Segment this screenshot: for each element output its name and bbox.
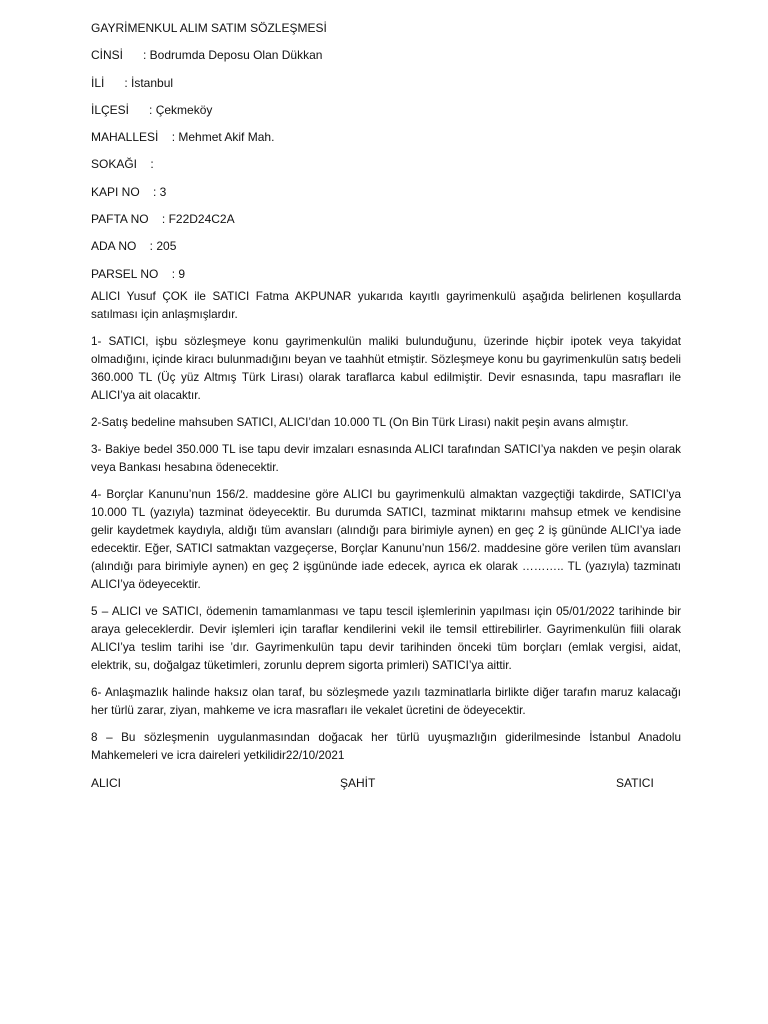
signature-satici: SATICI (616, 775, 654, 790)
clause-8: 8 – Bu sözleşmenin uygulanmasından doğacak her türlü uyuşmazlığın giderilmesinde İstanbul Anadolu Mahkemeleri ve icra daireleri yetkilidir22/10/2021 (91, 730, 681, 762)
clause-1: 1- SATICI, işbu sözleşmeye konu gayrimenkulün maliki bulunduğunu, üzerinde hiçbir ipotek veya takyidat olmadığını, içinde kiracı bulunmadığını beyan ve taahhüt etmiştir. Sözleşmeye konu bu gayrimenkulün satış bedeli 360.000 TL (Üç yüz Altmış Türk Lirası) olarak taraflarca kabul edilmiştir. Devir esnasında, tapu masrafları ile ALICI’ya ait olacaktır. (91, 334, 681, 402)
contract-page (91, 20, 681, 792)
clause-5: 5 – ALICI ve SATICI, ödemenin tamamlanması ve tapu tescil işlemlerinin yapılması için 05/01/2022 tarihinde bir araya geleceklerdir. Devir işlemleri için taraflar kendilerini vekil ile temsil ettirebilirler. Gayrimenkulün fiili olarak ALICI’ya teslim tarihi ise ’dır. Gayrimenkulün tapu devir tarihinden önceki tüm borçları (emlak vergisi, aidat, elektrik, su, doğalgaz tüketimleri, zorunlu deprem sigorta primleri) SATICI’ya aittir. (91, 604, 681, 672)
field-ili: İLİ : İstanbul (91, 75, 174, 90)
document-title: GAYRİMENKUL ALIM SATIM SÖZLEŞMESİ (91, 21, 327, 35)
field-parsel-no: PARSEL NO : 9 (91, 266, 186, 281)
signature-row (91, 774, 681, 792)
clause-4: 4- Borçlar Kanunu’nun 156/2. maddesine göre ALICI bu gayrimenkulü almaktan vazgeçtiği takdirde, SATICI’ya 10.000 TL (yazıyla) tazminat ödeyecektir. Bu durumda SATICI, tazminat miktarını mahsup etmek ve kendisine gelir kaydetmek kaydıyla, aldığı tüm avansları (alındığı para birimiyle aynen) en geç 2 iş gününde ALICI’ya iade edecektir. Eğer, SATICI satmaktan vazgeçerse, Borçlar Kanunu’nun 156/2. maddesine göre verilen tüm avansları (alındığı para birimiyle aynen) en geç 2 işgününde iade edecek, ayrıca ek olarak ……….. TL (yazıyla) tazminatı ALICI’ya ödeyecektir. (91, 487, 681, 591)
field-cinsi: CİNSİ : Bodrumda Deposu Olan Dükkan (91, 48, 323, 63)
clause-6: 6- Anlaşmazlık halinde haksız olan taraf, bu sözleşmede yazılı tazminatlarla birlikte diğer tarafın maruz kalacağı her türlü zarar, ziyan, mahkeme ve icra masrafları ile vekalet ücretini de ödeyecektir. (91, 685, 681, 717)
field-sokagi: SOKAĞI : (91, 157, 154, 172)
field-kapi-no: KAPI NO : 3 (91, 184, 167, 199)
field-pafta-no: PAFTA NO : F22D24C2A (91, 212, 235, 227)
signature-alici: ALICI (91, 775, 122, 790)
signature-sahit: ŞAHİT (340, 775, 376, 790)
field-mahallesi: MAHALLESİ : Mehmet Akif Mah. (91, 130, 275, 145)
field-ada-no: ADA NO : 205 (91, 239, 177, 254)
clause-2: 2-Satış bedeline mahsuben SATICI, ALICI’dan 10.000 TL (On Bin Türk Lirası) nakit peşin avans almıştır. (91, 415, 629, 429)
field-ilcesi: İLÇESİ : Çekmeköy (91, 102, 213, 117)
clause-3: 3- Bakiye bedel 350.000 TL ise tapu devir imzaları esnasında ALICI tarafından SATICI’ya nakden ve peşin olarak veya Bankası hesabına ödenecektir. (91, 442, 681, 474)
intro-paragraph: ALICI Yusuf ÇOK ile SATICI Fatma AKPUNAR yukarıda kayıtlı gayrimenkulü aşağıda belirlenen koşullarda satılması için anlaşmışlardır. (91, 289, 681, 321)
